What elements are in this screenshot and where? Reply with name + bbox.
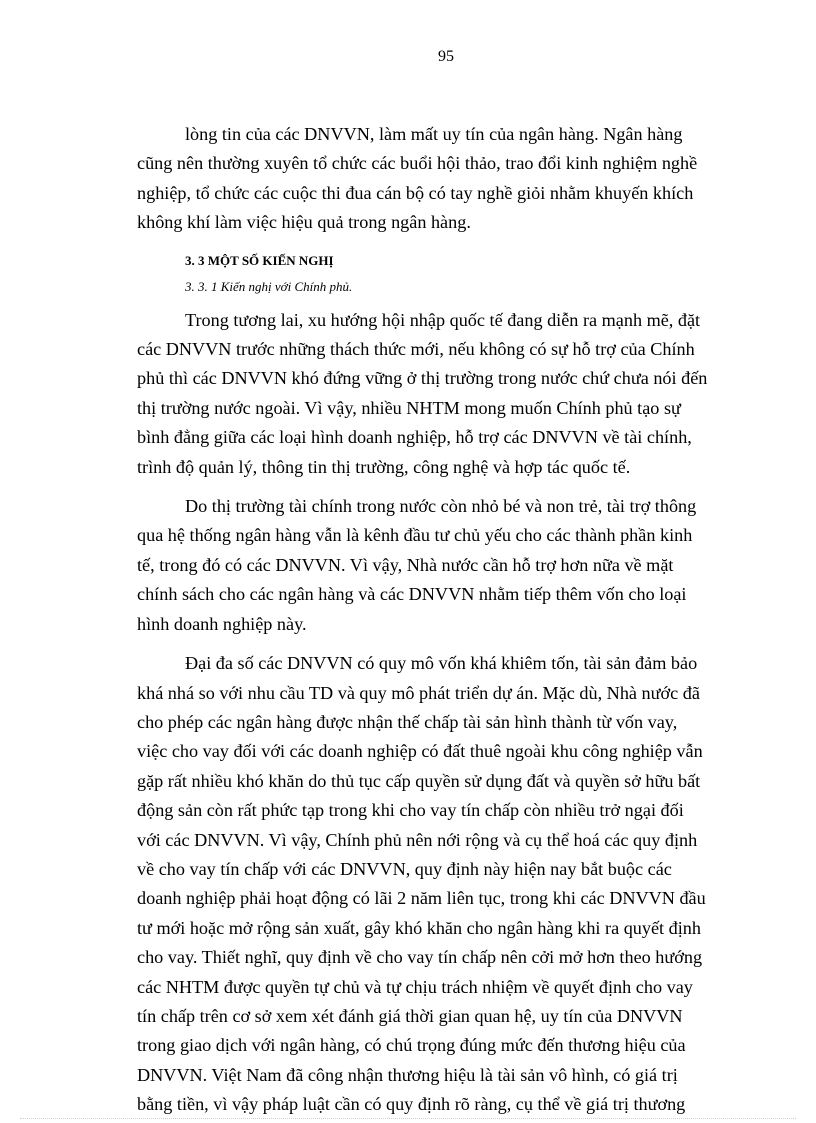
- text-line: cho phép các ngân hàng được nhận thế chấp tài sản hình thành từ vốn vay,: [137, 711, 678, 732]
- text-line: việc cho vay đối với các doanh nghiệp có đất thuê ngoài khu công nghiệp vẫn: [137, 741, 703, 762]
- text-line: về cho vay tín chấp với các DNVVN, quy định này hiện nay bắt buộc các: [137, 858, 672, 879]
- text-line: không khí làm việc hiệu quả trong ngân hàng.: [137, 212, 471, 233]
- text-line: doanh nghiệp phải hoạt động có lãi 2 năm liên tục, trong khi các DNVVN đầu: [137, 888, 706, 909]
- paragraph-1: [137, 120, 767, 238]
- text-line: phủ thì các DNVVN khó đứng vững ở thị trường trong nước chứ chưa nói đến: [137, 368, 708, 389]
- text-line: Do thị trường tài chính trong nước còn nhỏ bé và non trẻ, tài trợ thông: [185, 496, 697, 517]
- text-line: chính sách cho các ngân hàng và các DNVVN nhằm tiếp thêm vốn cho loại: [137, 584, 687, 605]
- text-line: với các DNVVN. Vì vậy, Chính phủ nên nới rộng và cụ thể hoá các quy định: [137, 829, 698, 850]
- text-line: Trong tương lai, xu hướng hội nhập quốc tế đang diễn ra mạnh mẽ, đặt: [185, 309, 701, 330]
- text-line: DNVVN. Việt Nam đã công nhận thương hiệu là tài sản vô hình, có giá trị: [137, 1064, 678, 1085]
- text-line: thị trường nước ngoài. Vì vậy, nhiều NHTM mong muốn Chính phủ tạo sự: [137, 397, 681, 418]
- text-line: gặp rất nhiều khó khăn do thủ tục cấp quyền sử dụng đất và quyền sở hữu bất: [137, 770, 701, 791]
- text-line: bình đẳng giữa các loại hình doanh nghiệp, hỗ trợ các DNVVN về tài chính,: [137, 427, 692, 448]
- text-line: động sản còn rất phức tạp trong khi cho vay tín chấp còn nhiều trở ngại đối: [137, 800, 684, 821]
- text-line: nghiệp, tổ chức các cuộc thi đua cán bộ có tay nghề giỏi nhằm khuyến khích: [137, 182, 694, 203]
- text-line: cũng nên thường xuyên tổ chức các buổi hội thảo, trao đổi kinh nghiệm nghề: [137, 153, 698, 174]
- text-line: tế, trong đó có các DNVVN. Vì vậy, Nhà nước cần hỗ trợ hơn nữa về mặt: [137, 554, 674, 575]
- text-line: qua hệ thống ngân hàng vẫn là kênh đầu tư chủ yếu cho các thành phần kinh: [137, 525, 693, 546]
- section-heading: 3. 3 MỘT SỐ KIẾN NGHỊ: [185, 252, 334, 268]
- document-body: [137, 120, 767, 1120]
- text-line: trình độ quản lý, thông tin thị trường, công nghệ và hợp tác quốc tế.: [137, 456, 631, 477]
- page-bottom-divider: [20, 1118, 796, 1119]
- text-line: tư mới hoặc mở rộng sản xuất, gây khó khăn cho ngân hàng khi ra quyết định: [137, 917, 701, 938]
- page-number: 95: [438, 48, 454, 65]
- text-line: cho vay. Thiết nghĩ, quy định về cho vay tín chấp nên cởi mở hơn theo hướng: [137, 947, 703, 968]
- text-line: trong giao dịch với ngân hàng, có chú trọng đúng mức đến thương hiệu của: [137, 1035, 686, 1056]
- text-line: các NHTM được quyền tự chủ và tự chịu trách nhiệm về quyết định cho vay: [137, 976, 693, 997]
- paragraph-4: [137, 649, 767, 1120]
- text-line: hình doanh nghiệp này.: [137, 613, 307, 634]
- text-line: Đại đa số các DNVVN có quy mô vốn khá khiêm tốn, tài sản đảm bảo: [185, 653, 698, 674]
- paragraph-3: [137, 492, 767, 639]
- text-line: các DNVVN trước những thách thức mới, nếu không có sự hỗ trợ của Chính: [137, 339, 695, 360]
- text-line: lòng tin của các DNVVN, làm mất uy tín của ngân hàng. Ngân hàng: [185, 124, 683, 144]
- text-line: khá nhá so với nhu cầu TD và quy mô phát triển dự án. Mặc dù, Nhà nước đã: [137, 682, 700, 703]
- text-line: tín chấp trên cơ sở xem xét đánh giá thời gian quan hệ, uy tín của DNVVN: [137, 1005, 683, 1026]
- subsection-heading: 3. 3. 1 Kiến nghị với Chính phủ.: [185, 278, 353, 294]
- text-line: bằng tiền, vì vậy pháp luật cần có quy định rõ ràng, cụ thể về giá trị thương: [137, 1094, 686, 1115]
- paragraph-2: [137, 306, 767, 482]
